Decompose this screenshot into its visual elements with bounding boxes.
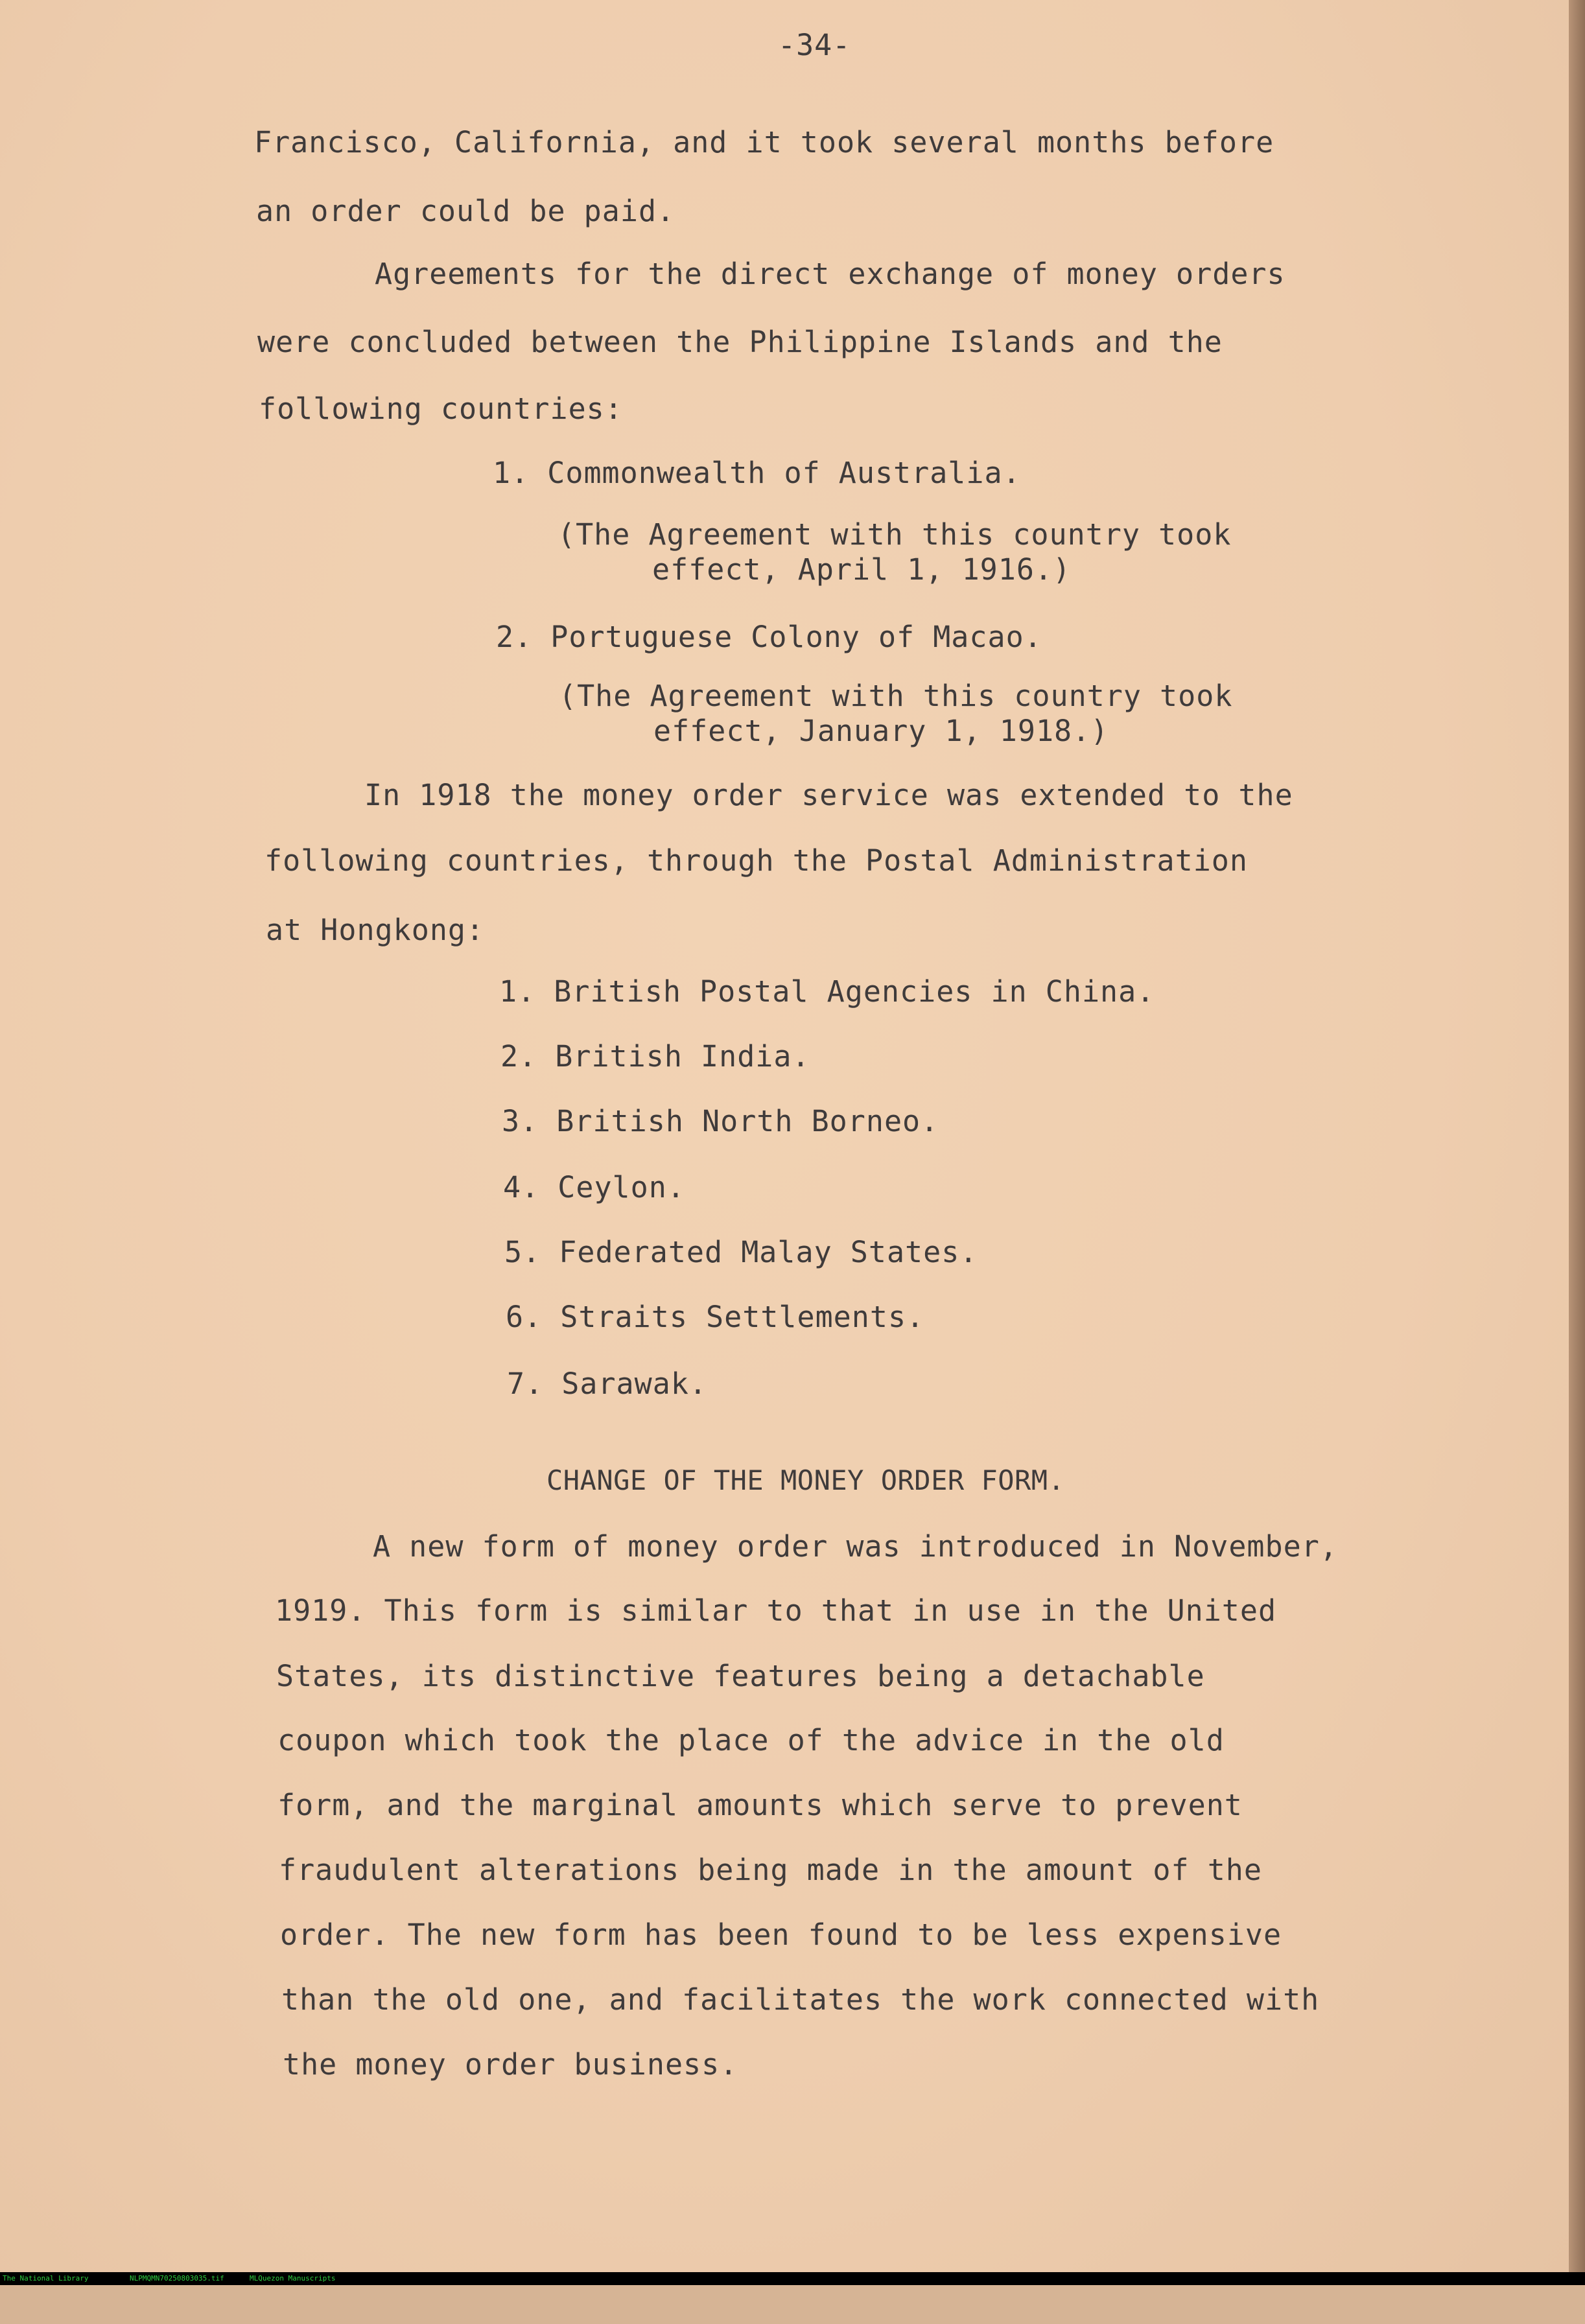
footer-collection: MLQuezon Manuscripts <box>250 2274 336 2283</box>
text-line: Agreements for the direct exchange of money orders <box>375 257 1286 291</box>
text-line: following countries, through the Postal Administration <box>264 843 1248 878</box>
list-item: 2. Portuguese Colony of Macao. <box>496 620 1042 654</box>
list-note: (The Agreement with this country took <box>558 517 1232 552</box>
text-line: the money order business. <box>283 2047 738 2082</box>
list-item: 4. Ceylon. <box>503 1170 685 1204</box>
footer-library: The National Library <box>3 2274 89 2283</box>
text-line: In 1918 the money order service was extended to the <box>364 778 1293 812</box>
text-line: form, and the marginal amounts which serve to prevent <box>277 1788 1243 1822</box>
text-line: following countries: <box>259 392 623 426</box>
list-item: 2. British India. <box>500 1039 810 1074</box>
list-note: effect, April 1, 1916.) <box>652 552 1072 587</box>
list-item: 1. British Postal Agencies in China. <box>499 974 1155 1009</box>
text-line: 1919. This form is similar to that in use in the United <box>275 1593 1277 1628</box>
scan-footer <box>0 2272 1585 2285</box>
list-note: (The Agreement with this country took <box>559 679 1233 713</box>
text-line: at Hongkong: <box>266 913 485 947</box>
list-item: 1. Commonwealth of Australia. <box>493 456 1021 490</box>
list-item: 3. British North Borneo. <box>502 1104 939 1138</box>
text-line: Francisco, California, and it took several months before <box>254 125 1274 159</box>
list-item: 6. Straits Settlements. <box>506 1300 925 1334</box>
text-line: than the old one, and facilitates the work connected with <box>281 1982 1320 2017</box>
text-line: coupon which took the place of the advice in the old <box>277 1723 1225 1757</box>
section-heading: CHANGE OF THE MONEY ORDER FORM. <box>546 1464 1065 1496</box>
list-item: 7. Sarawak. <box>507 1367 708 1401</box>
page-number: -34- <box>778 28 851 62</box>
text-line: fraudulent alterations being made in the amount of the <box>279 1853 1262 1887</box>
text-line: an order could be paid. <box>256 194 675 228</box>
list-note: effect, January 1, 1918.) <box>653 714 1109 748</box>
text-line: order. The new form has been found to be less expensive <box>280 1918 1282 1952</box>
page-edge-shadow <box>1569 0 1585 2272</box>
footer-file: NLPMQMN70250803035.tif <box>130 2274 224 2283</box>
list-item: 5. Federated Malay States. <box>504 1235 978 1269</box>
text-line: States, its distinctive features being a detachable <box>276 1659 1205 1693</box>
text-line: A new form of money order was introduced in November, <box>373 1529 1338 1564</box>
text-line: were concluded between the Philippine Islands and the <box>257 325 1223 359</box>
